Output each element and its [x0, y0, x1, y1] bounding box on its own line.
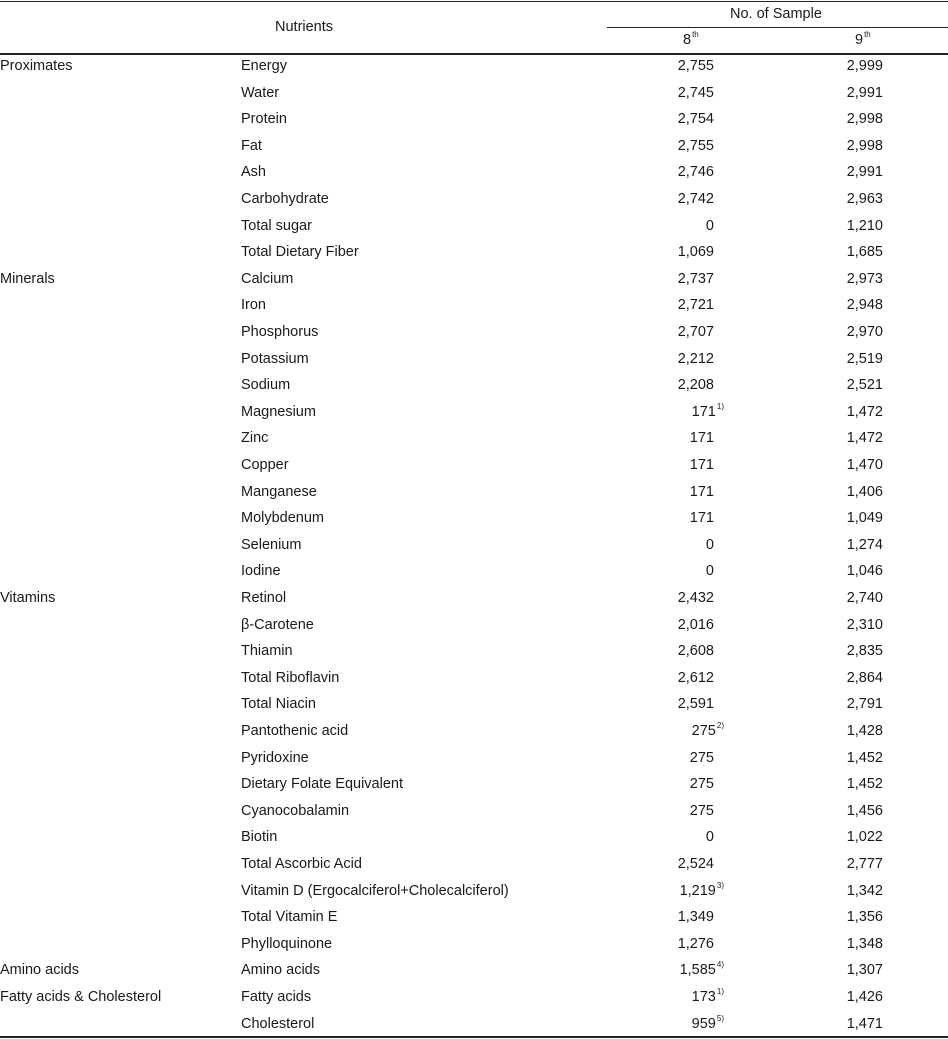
- sample-8th-value: 2,746: [677, 164, 714, 181]
- table-row: [0, 320, 948, 347]
- sample-8th-cell: [678, 271, 714, 287]
- nutrient-cell: Calcium: [241, 270, 294, 287]
- nutrient-cell: Amino acids: [241, 962, 320, 979]
- table-row: [0, 932, 948, 959]
- sample-9th-cell: 1,022: [846, 829, 883, 846]
- sample-9th-cell: 2,963: [846, 191, 883, 207]
- sample-8th-value: 959: [691, 1015, 716, 1032]
- sample-9th-cell: 1,049: [846, 510, 883, 527]
- footnote-marker: 1): [716, 987, 724, 996]
- table-row: [0, 187, 948, 214]
- nutrient-cell: Fatty acids: [241, 989, 312, 1005]
- sample-8th-cell: [691, 1013, 724, 1032]
- sample-8th-cell: [678, 377, 714, 393]
- nutrient-cell: Total Vitamin E: [241, 909, 338, 926]
- sample-8th-value: 1,219: [679, 882, 716, 899]
- sample-8th-value: 2,608: [677, 643, 714, 660]
- sample-8th-value: 2,707: [677, 324, 714, 340]
- category-cell: Minerals: [0, 270, 55, 287]
- sample-8th-cell: [690, 484, 714, 500]
- sample-9th-cell: 2,973: [846, 270, 883, 287]
- sample-9th-cell: 2,948: [846, 297, 883, 314]
- nutrient-cell: Carbohydrate: [241, 191, 329, 207]
- sample-8th-value: 2,016: [677, 616, 714, 633]
- sample-count-header: No. of Sample: [730, 6, 822, 22]
- nutrient-cell: Vitamin D (Ergocalciferol+Cholecalciferol): [241, 882, 509, 899]
- sample-8th-cell: [706, 218, 714, 234]
- table-row: [0, 586, 948, 613]
- column-header-9th: 9th: [855, 30, 871, 48]
- sample-8th-cell: [678, 696, 714, 712]
- table-row: [0, 214, 948, 241]
- sample-8th-cell: [706, 829, 714, 845]
- sample-8th-cell: [690, 803, 714, 819]
- table-row: [0, 852, 948, 879]
- footnote-marker: 2): [716, 721, 724, 730]
- sample-8th-cell: [678, 643, 714, 659]
- table-row: [0, 1012, 948, 1039]
- sample-8th-value: 2,432: [677, 590, 714, 606]
- table-row: [0, 692, 948, 719]
- sample-9th-cell: 1,428: [846, 723, 883, 739]
- sample-8th-cell: [678, 324, 714, 340]
- nutrient-cell: Selenium: [241, 536, 302, 553]
- sample-8th-value: 2,524: [677, 856, 714, 872]
- sample-9th-cell: 2,521: [846, 377, 883, 394]
- sample-8th-cell: [691, 401, 724, 420]
- table-row: [0, 905, 948, 932]
- sample-9th-cell: 2,991: [846, 84, 883, 101]
- sample-9th-cell: 1,307: [846, 962, 883, 979]
- sample-8th-cell: [678, 111, 714, 127]
- sample-9th-cell: 2,791: [846, 696, 883, 713]
- sample-8th-value: 275: [689, 776, 714, 793]
- nutrient-cell: Energy: [241, 58, 287, 74]
- sample-9th-cell: 1,470: [846, 457, 883, 473]
- table-row: [0, 506, 948, 533]
- table-row: [0, 54, 948, 81]
- sample-8th-value: 0: [705, 829, 714, 846]
- sample-9th-cell: 2,998: [846, 137, 883, 154]
- top-rule: [0, 1, 948, 2]
- nutrient-cell: Zinc: [241, 430, 269, 447]
- table-row: [0, 613, 948, 640]
- sample-8th-value: 2,721: [677, 297, 714, 314]
- sample-9th-cell: 2,310: [846, 616, 883, 633]
- nutrient-cell: Magnesium: [241, 403, 316, 420]
- sample-8th-cell: [706, 537, 714, 553]
- table-row: [0, 666, 948, 693]
- table-row: [0, 373, 948, 400]
- nutrient-cell: Cyanocobalamin: [241, 802, 350, 819]
- sample-8th-value: 275: [691, 723, 716, 739]
- sample-8th-cell: [678, 856, 714, 872]
- nutrient-cell: Molybdenum: [241, 510, 325, 527]
- sample-8th-value: 2,737: [677, 270, 714, 287]
- sample-8th-value: 1,349: [677, 909, 714, 926]
- table-row: [0, 799, 948, 826]
- nutrient-cell: Fat: [241, 137, 262, 154]
- sample-8th-value: 2,742: [677, 191, 714, 207]
- sample-8th-cell: [692, 723, 724, 739]
- sample-9th-cell: 2,970: [846, 324, 883, 340]
- sample-8th-value: 1,276: [677, 935, 714, 952]
- table-row: [0, 559, 948, 586]
- sample-8th-cell: [706, 563, 714, 579]
- nutrient-cell: Total sugar: [241, 217, 312, 234]
- table-row: [0, 772, 948, 799]
- footnote-marker: 5): [716, 1013, 724, 1023]
- sample-8th-cell: [690, 776, 714, 792]
- sample-9th-cell: 1,406: [846, 483, 883, 500]
- table-row: [0, 134, 948, 161]
- category-cell: Amino acids: [0, 962, 79, 979]
- table-row: [0, 480, 948, 507]
- sample-group-rule: [607, 27, 948, 28]
- table-row: [0, 746, 948, 773]
- sample-8th-value: 2,755: [677, 58, 714, 74]
- sample-8th-cell: [678, 351, 714, 367]
- table-row: [0, 879, 948, 906]
- nutrient-cell: β-Carotene: [241, 616, 314, 633]
- sample-8th-cell: [678, 244, 714, 260]
- sample-8th-value: 275: [689, 749, 714, 766]
- sample-8th-value: 2,612: [677, 669, 714, 686]
- nutrients-header: Nutrients: [275, 19, 334, 35]
- sample-9th-cell: 1,471: [846, 1015, 883, 1032]
- sample-8th-cell: [678, 909, 714, 925]
- sample-8th-cell: [678, 164, 714, 180]
- sample-8th-value: 2,745: [677, 84, 714, 101]
- sample-8th-value: 0: [705, 563, 714, 580]
- sample-8th-value: 0: [705, 217, 714, 234]
- sample-9th-cell: 1,210: [846, 217, 883, 234]
- table-row: [0, 533, 948, 560]
- category-cell: Proximates: [0, 58, 73, 74]
- sample-8th-cell: [678, 58, 714, 74]
- nutrient-cell: Dietary Folate Equivalent: [241, 776, 403, 793]
- sample-9th-cell: 1,685: [846, 244, 883, 261]
- sample-9th-cell: 1,046: [846, 563, 883, 580]
- sample-8th-cell: [678, 617, 714, 633]
- sample-8th-cell: [678, 191, 714, 207]
- category-cell: Fatty acids & Cholesterol: [0, 989, 162, 1005]
- sample-9th-cell: 1,472: [846, 430, 883, 447]
- nutrient-cell: Sodium: [241, 377, 291, 394]
- table-row: [0, 81, 948, 108]
- sample-8th-cell: [678, 590, 714, 606]
- sample-8th-cell: [678, 936, 714, 952]
- sample-8th-value: 171: [689, 510, 714, 527]
- sample-9th-cell: 1,342: [846, 882, 883, 899]
- table-row: [0, 400, 948, 427]
- sample-8th-cell: [678, 297, 714, 313]
- sample-9th-cell: 2,864: [846, 669, 883, 686]
- table-row: [0, 160, 948, 187]
- category-cell: Vitamins: [0, 590, 56, 606]
- table-row: [0, 825, 948, 852]
- table-row: [0, 267, 948, 294]
- table-row: [0, 958, 948, 985]
- sample-9th-cell: 1,274: [846, 536, 883, 553]
- nutrient-cell: Phosphorus: [241, 324, 319, 340]
- table-row: [0, 453, 948, 480]
- sample-8th-value: 1,069: [677, 244, 714, 261]
- sample-9th-cell: 2,998: [846, 111, 883, 128]
- sample-9th-cell: 2,999: [846, 58, 883, 74]
- nutrient-cell: Cholesterol: [241, 1015, 315, 1032]
- sample-8th-value: 171: [689, 457, 714, 473]
- table-row: [0, 347, 948, 374]
- nutrient-cell: Pantothenic acid: [241, 723, 349, 739]
- nutrient-cell: Biotin: [241, 829, 278, 846]
- sample-8th-cell: [692, 989, 724, 1005]
- table-row: [0, 293, 948, 320]
- sample-9th-cell: 1,452: [846, 749, 883, 766]
- nutrient-cell: Pyridoxine: [241, 749, 309, 766]
- sample-8th-value: 171: [691, 403, 716, 420]
- sample-8th-value: 2,754: [677, 111, 714, 128]
- nutrient-cell: Potassium: [241, 350, 309, 367]
- nutrient-cell: Phylloquinone: [241, 935, 333, 952]
- nutrient-cell: Thiamin: [241, 643, 293, 660]
- sample-8th-value: 1,585: [679, 962, 716, 979]
- nutrient-cell: Total Niacin: [241, 696, 316, 713]
- sample-9th-cell: 2,835: [846, 643, 883, 660]
- nutrient-cell: Ash: [241, 164, 266, 181]
- sample-8th-cell: [679, 880, 724, 899]
- sample-8th-cell: [690, 457, 714, 473]
- sample-8th-cell: [678, 670, 714, 686]
- sample-8th-value: 171: [689, 483, 714, 500]
- nutrient-cell: Water: [241, 84, 280, 101]
- sample-9th-cell: 1,426: [846, 989, 883, 1005]
- sample-8th-value: 2,591: [677, 696, 714, 713]
- sample-8th-cell: [690, 510, 714, 526]
- nutrient-cell: Iron: [241, 297, 266, 314]
- nutrient-cell: Total Ascorbic Acid: [241, 856, 362, 872]
- sample-8th-cell: [690, 430, 714, 446]
- sample-9th-cell: 2,740: [846, 590, 883, 606]
- column-header-8th: 8th: [683, 30, 699, 48]
- footnote-marker: 3): [716, 880, 724, 890]
- nutrient-cell: Total Dietary Fiber: [241, 244, 359, 261]
- footnote-marker: 1): [716, 401, 724, 411]
- sample-9th-cell: 1,472: [846, 403, 883, 420]
- sample-9th-cell: 1,452: [846, 776, 883, 793]
- nutrient-cell: Manganese: [241, 483, 317, 500]
- table-row: [0, 639, 948, 666]
- sample-9th-cell: 2,777: [846, 856, 883, 872]
- sample-8th-value: 2,212: [677, 350, 714, 367]
- table-row: [0, 107, 948, 134]
- nutrient-cell: Copper: [241, 457, 289, 473]
- sample-8th-value: 173: [691, 989, 716, 1005]
- sample-9th-cell: 2,991: [846, 164, 883, 181]
- table-row: [0, 240, 948, 267]
- sample-8th-cell: [678, 85, 714, 101]
- sample-8th-cell: [680, 962, 724, 978]
- nutrient-cell: Protein: [241, 111, 287, 128]
- sample-9th-cell: 2,519: [846, 350, 883, 367]
- table-row: [0, 985, 948, 1012]
- footnote-marker: 4): [716, 960, 724, 970]
- sample-8th-value: 0: [705, 536, 714, 553]
- nutrient-cell: Iodine: [241, 563, 281, 580]
- nutrient-cell: Retinol: [241, 590, 287, 606]
- sample-8th-value: 2,755: [677, 137, 714, 154]
- table-row: [0, 719, 948, 746]
- sample-8th-value: 171: [689, 430, 714, 447]
- sample-8th-cell: [678, 138, 714, 154]
- sample-8th-value: 275: [689, 802, 714, 819]
- nutrient-cell: Total Riboflavin: [241, 669, 340, 686]
- sample-8th-value: 2,208: [677, 377, 714, 394]
- sample-9th-cell: 1,356: [846, 909, 883, 926]
- sample-9th-cell: 1,348: [846, 935, 883, 952]
- sample-8th-cell: [690, 750, 714, 766]
- table-row: [0, 426, 948, 453]
- sample-9th-cell: 1,456: [846, 802, 883, 819]
